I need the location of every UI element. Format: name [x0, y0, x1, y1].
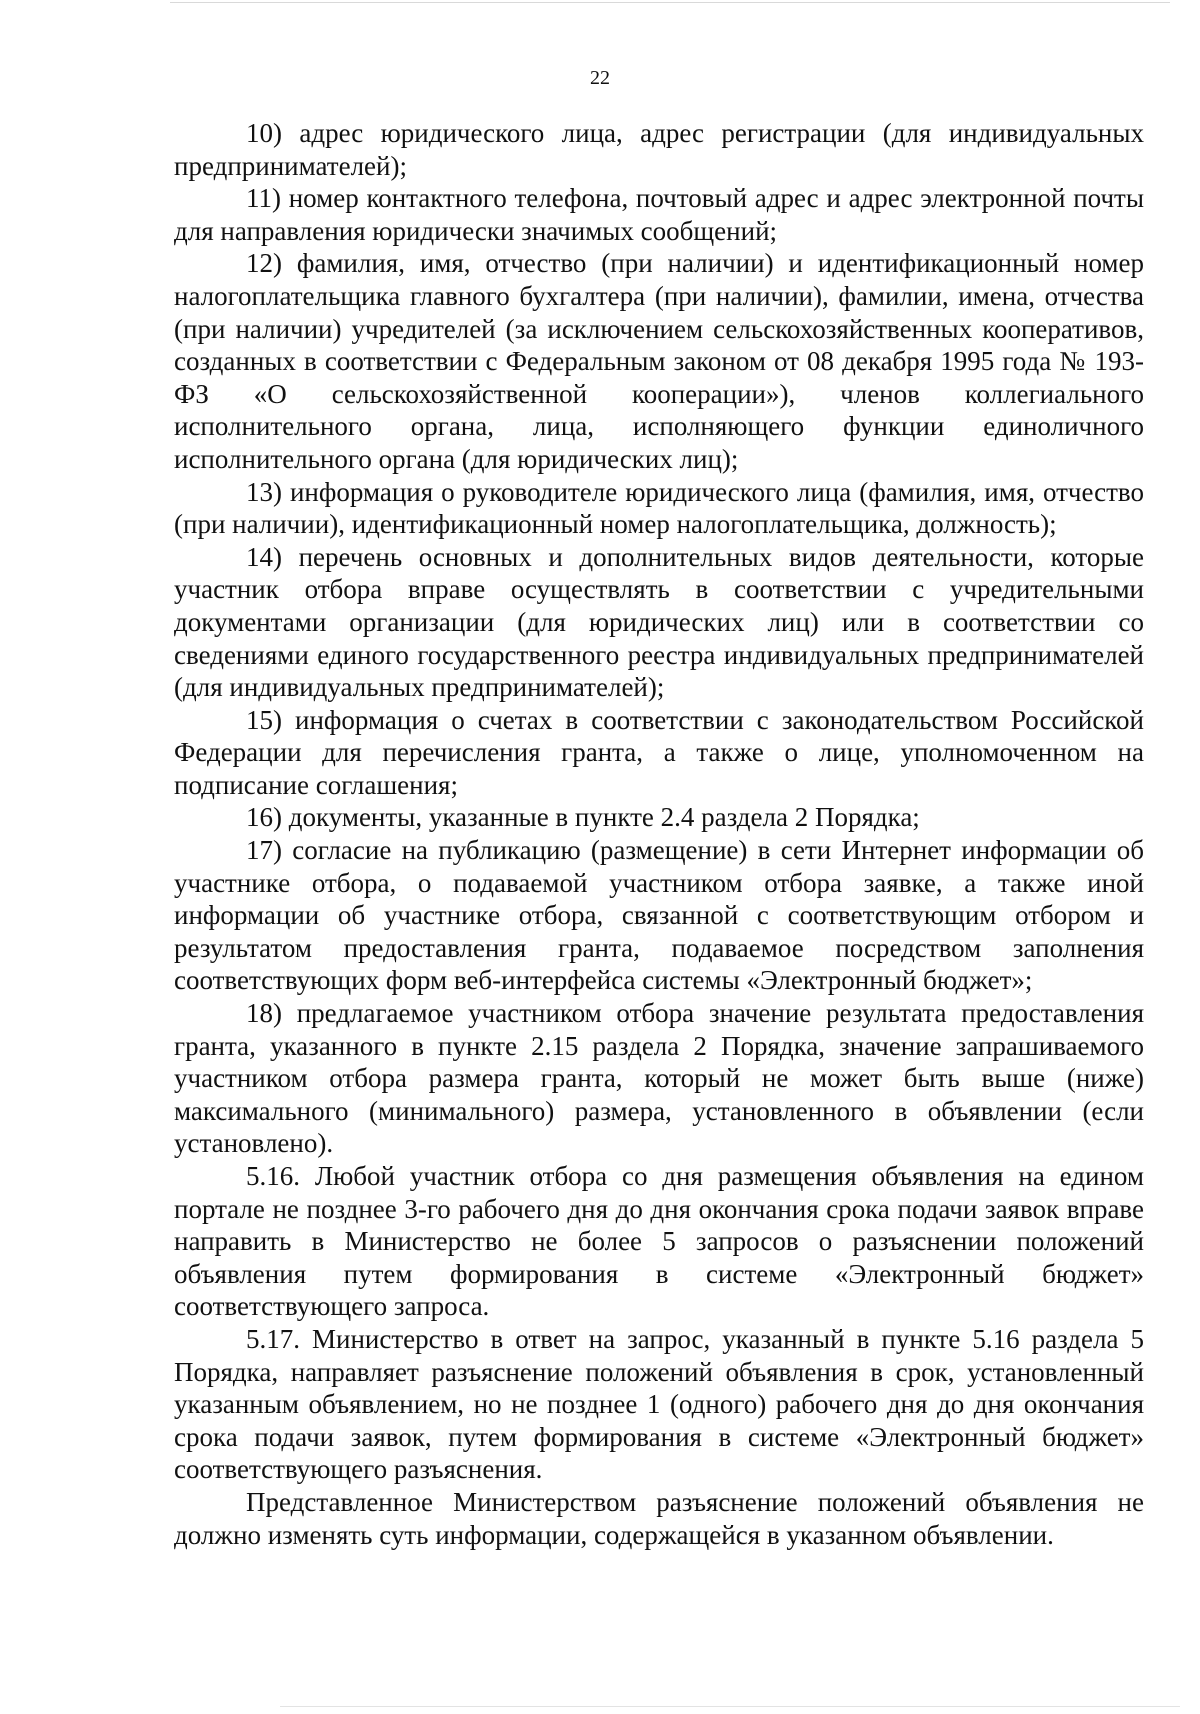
paragraph-item-16: 16) документы, указанные в пункте 2.4 раздела 2 Порядка; [246, 802, 920, 833]
paragraph-item-13: 13) информация о руководителе юридического лица (фамилия, имя, отчество (при наличии), идентификационный номер налогоплательщика, должность); [174, 476, 1144, 540]
paragraph-item-11: 11) номер контактного телефона, почтовый адрес и адрес электронной почты для направления юридически значимых сообщений; [174, 183, 1144, 246]
paragraph-clarification-note: Представленное Министерством разъяснение положений объявления не должно изменять суть информации, содержащейся в указанном объявлении. [174, 1486, 1144, 1550]
paragraph-item-10: 10) адрес юридического лица, адрес регистрации (для индивидуальных предпринимателей); [174, 118, 1144, 181]
paragraph-clause-5-16: 5.16. Любой участник отбора со дня размещения объявления на едином портале не позднее 3-го рабочего дня до дня окончания срока подачи заявок вправе направить в Министерство не более 5 запросов о разъяснении положений объявления путем формирования в системе «Электронный бюджет» соответствующего запроса. [174, 1161, 1144, 1322]
document-body [174, 117, 1144, 1551]
paragraph-item-14: 14) перечень основных и дополнительных видов деятельности, которые участник отбора вправе осуществлять в соответствии с учредительными документами организации (для юридических лиц) или в соответствии со сведениями единого государственного реестра индивидуальных предпринимателей (для индивидуальных предпринимателей); [174, 541, 1144, 703]
page-number: 22 [590, 67, 610, 89]
paragraph-clause-5-17: 5.17. Министерство в ответ на запрос, указанный в пункте 5.16 раздела 5 Порядка, направляет разъяснение положений объявления в срок, установленный указанным объявлением, но не позднее 1 (одного) рабочего дня до дня окончания срока подачи заявок, путем формирования в системе «Электронный бюджет» соответствующего разъяснения. [174, 1323, 1144, 1485]
scan-edge-top [170, 2, 1170, 3]
paragraph-item-15: 15) информация о счетах в соответствии с законодательством Российской Федерации для перечисления гранта, а также о лице, уполномоченном на подписание соглашения; [174, 704, 1144, 800]
paragraph-item-18: 18) предлагаемое участником отбора значение результата предоставления гранта, указанного в пункте 2.15 раздела 2 Порядка, значение запрашиваемого участником отбора размера гранта, который не может быть выше (ниже) максимального (минимального) размера, установленного в объявлении (если установлено). [174, 998, 1144, 1159]
scan-edge-bottom [280, 1706, 1180, 1707]
paragraph-item-12: 12) фамилия, имя, отчество (при наличии) и идентификационный номер налогоплательщика главного бухгалтера (при наличии), фамилии, имена, отчества (при наличии) учредителей (за исключением сельскохозяйственных кооперативов, созданных в соответствии с Федеральным законом от 08 декабря 1995 года № 193-ФЗ «О сельскохозяйственной кооперации»), членов коллегиального исполнительного органа, лица, исполняющего функции единоличного исполнительного органа (для юридических лиц); [174, 248, 1144, 474]
paragraph-item-17: 17) согласие на публикацию (размещение) в сети Интернет информации об участнике отбора, о подаваемой участником отбора заявке, а также иной информации об участнике отбора, связанной с соответствующим отбором и результатом предоставления гранта, подаваемое посредством заполнения соответствующих форм веб-интерфейса системы «Электронный бюджет»; [174, 835, 1144, 996]
